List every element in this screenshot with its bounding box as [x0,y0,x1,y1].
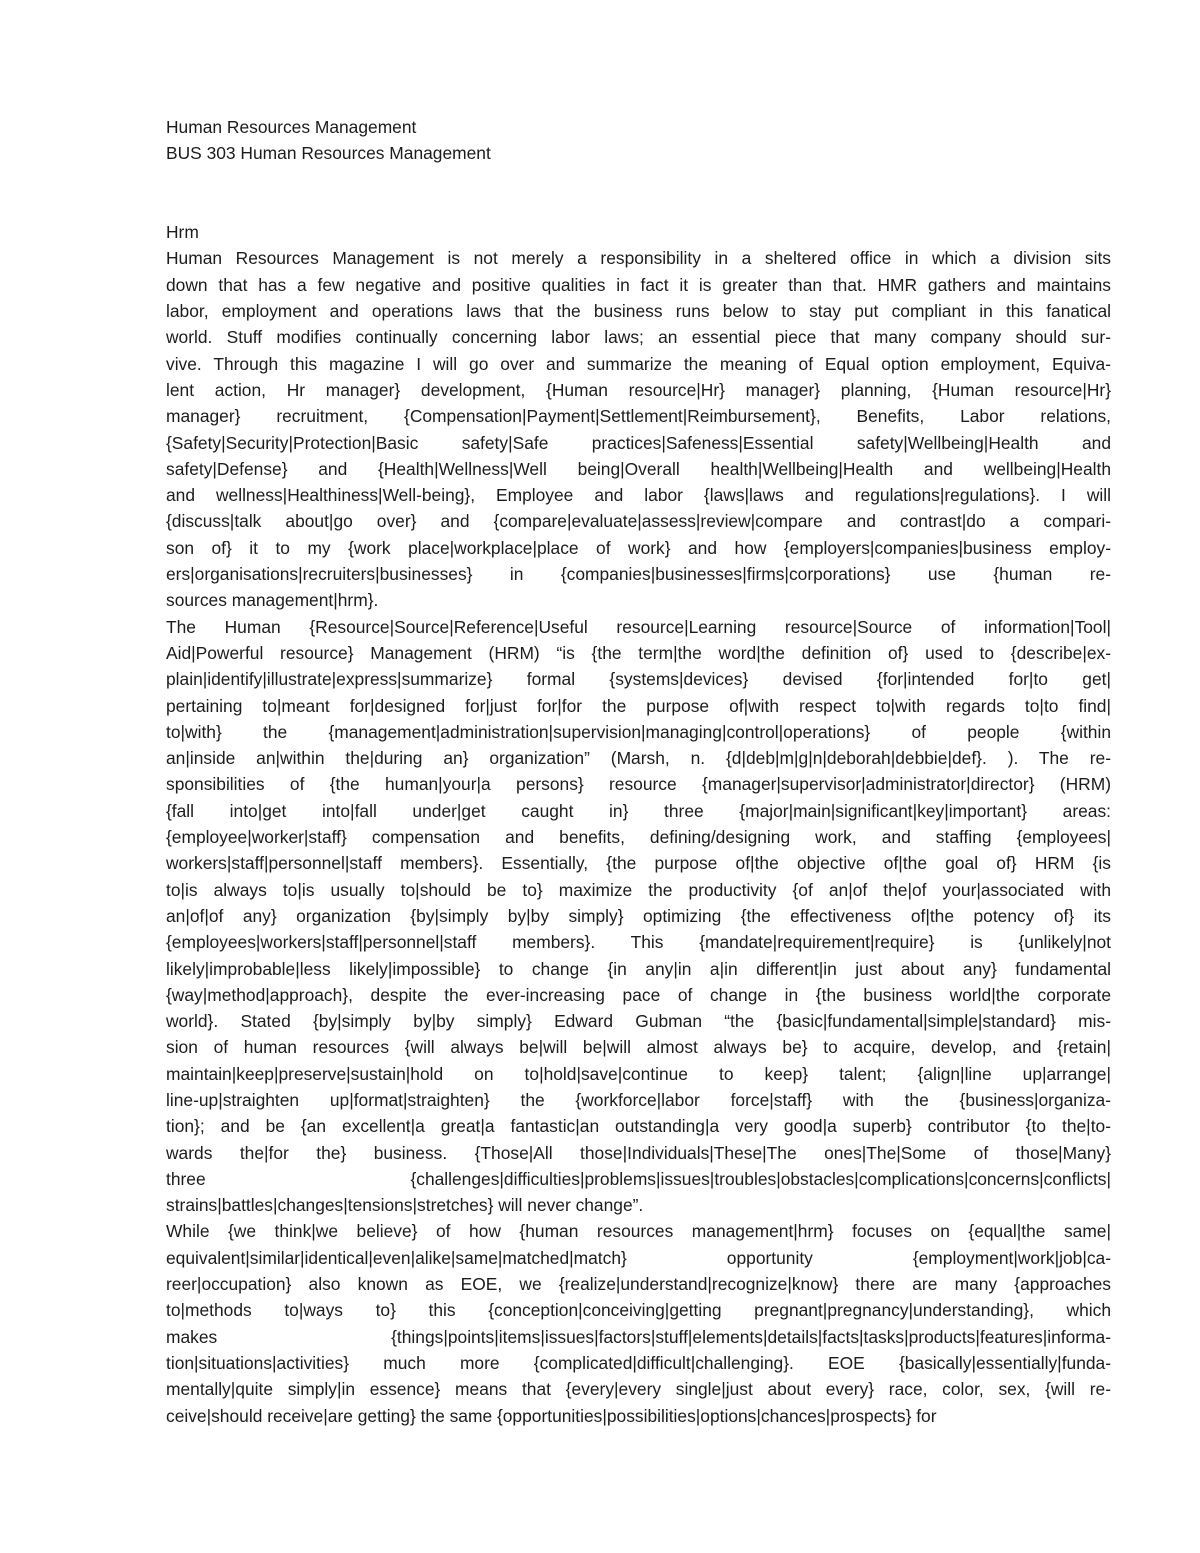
body-text-line: {way|method|approach}, despite the ever-increasing pace of change in {the business world|the corporate [166,984,1111,1005]
body-text-line: manager} recruitment, {Compensation|Payment|Settlement|Reimbursement}, Benefits, Labor relations, [166,406,1111,427]
body-text-line: {fall into|get into|fall under|get caught in} three {major|main|significant|key|important} areas: [166,800,1111,821]
body-text-line: Aid|Powerful resource} Management (HRM) “is {the term|the word|the definition of} used to {describe|ex- [166,642,1111,663]
course-title: BUS 303 Human Resources Management [166,143,491,164]
body-text [166,245,1111,1428]
body-text-line: sponsibilities of {the human|your|a persons} resource {manager|supervisor|administrator|director} (HRM) [166,774,1111,795]
body-text-line: tion|situations|activities} much more {complicated|difficult|challenging}. EOE {basically|essentially|funda- [166,1352,1111,1373]
body-text-line: {Safety|Security|Protection|Basic safety|Safe practices|Safeness|Essential safety|Wellbeing|Health and [166,432,1111,453]
body-text-line: pertaining to|meant for|designed for|just for|for the purpose of|with respect to|with regards to|to find| [166,695,1111,716]
section-heading: Hrm [166,222,199,243]
body-text-line: {employees|workers|staff|personnel|staff members}. This {mandate|requirement|require} is {unlikely|not [166,932,1111,953]
body-text-line: to|with} the {management|administration|supervision|managing|control|operations} of people {within [166,721,1111,742]
body-text-line: an|inside an|within the|during an} organization” (Marsh, n. {d|deb|m|g|n|deborah|debbie|def}. ). The re- [166,748,1111,769]
body-text-line: likely|improbable|less likely|impossible} to change {in any|in a|in different|in just about any} fundamental [166,958,1111,979]
body-text-line: down that has a few negative and positive qualities in fact it is greater than that. HMR gathers and maintains [166,274,1111,295]
body-text-line: mentally|quite simply|in essence} means that {every|every single|just about every} race, color, sex, {will re- [166,1379,1111,1400]
body-text-line: While {we think|we believe} of how {human resources management|hrm} focuses on {equal|the same| [166,1221,1111,1242]
blank-spacer [166,167,1111,220]
body-text-line: three {challenges|difficulties|problems|issues|troubles|obstacles|complications|concerns|conflicts| [166,1168,1111,1189]
body-text-line: {employee|worker|staff} compensation and benefits, defining/designing work, and staffing {employees| [166,827,1111,848]
body-text-line: and wellness|Healthiness|Well-being}, Employee and labor {laws|laws and regulations|regulations}. I will [166,485,1111,506]
body-text-line: makes {things|points|items|issues|factors|stuff|elements|details|facts|tasks|products|features|informa- [166,1326,1111,1347]
body-text-line: world}. Stated {by|simply by|by simply} Edward Gubman “the {basic|fundamental|simple|standard} mis- [166,1011,1111,1032]
body-text-line: an|of|of any} organization {by|simply by|by simply} optimizing {the effectiveness of|the potency of} its [166,905,1111,926]
body-text-line: tion}; and be {an excellent|a great|a fantastic|an outstanding|a very good|a superb} contributor {to the|to- [166,1116,1111,1137]
body-text-line: to|is always to|is usually to|should be to} maximize the productivity {of an|of the|of your|associated with [166,879,1111,900]
body-text-line: workers|staff|personnel|staff members}. Essentially, {the purpose of|the objective of|the goal of} HRM {is [166,853,1111,874]
body-text-line: strains|battles|changes|tensions|stretches} will never change”. [166,1195,644,1216]
body-text-line: to|methods to|ways to} this {conception|conceiving|getting pregnant|pregnancy|understanding}, which [166,1300,1111,1321]
body-text-line: lent action, Hr manager} development, {Human resource|Hr} manager} planning, {Human resource|Hr} [166,379,1111,400]
document-title: Human Resources Management [166,117,417,137]
body-text-line: reer|occupation} also known as EOE, we {realize|understand|recognize|know} there are many {approaches [166,1274,1111,1295]
body-text-line: The Human {Resource|Source|Reference|Useful resource|Learning resource|Source of information|Tool| [166,616,1111,637]
body-text-line: equivalent|similar|identical|even|alike|same|matched|match} opportunity {employment|work|job|ca- [166,1247,1111,1268]
body-text-line: safety|Defense} and {Health|Wellness|Well being|Overall health|Wellbeing|Health and wellbeing|Health [166,458,1111,479]
body-text-line: ceive|should receive|are getting} the same {opportunities|possibilities|options|chances|prospects} for [166,1405,937,1426]
body-text-line: Human Resources Management is not merely a responsibility in a sheltered office in which a division sits [166,248,1111,269]
body-text-line: sion of human resources {will always be|will be|will almost always be} to acquire, develop, and {retain| [166,1037,1111,1058]
body-text-line: son of} it to my {work place|workplace|place of work} and how {employers|companies|business employ- [166,537,1111,558]
body-text-line: maintain|keep|preserve|sustain|hold on to|hold|save|continue to keep} talent; {align|line up|arrange| [166,1063,1111,1084]
document-body [166,114,1111,1429]
body-text-line: {discuss|talk about|go over} and {compare|evaluate|assess|review|compare and contrast|do a compari- [166,511,1111,532]
body-text-line: plain|identify|illustrate|express|summarize} formal {systems|devices} devised {for|intended for|to get| [166,669,1111,690]
body-text-line: world. Stuff modifies continually concerning labor laws; an essential piece that many company should sur- [166,327,1111,348]
body-text-line: line-up|straighten up|format|straighten} the {workforce|labor force|staff} with the {business|organiza- [166,1089,1111,1110]
body-text-line: wards the|for the} business. {Those|All those|Individuals|These|The ones|The|Some of those|Many} [166,1142,1111,1163]
body-text-line: labor, employment and operations laws that the business runs below to stay put compliant in this fanatical [166,301,1111,322]
body-text-line: ers|organisations|recruiters|businesses} in {companies|businesses|firms|corporations} use {human re- [166,564,1111,585]
body-text-line: vive. Through this magazine I will go over and summarize the meaning of Equal option employment, Equiva- [166,353,1111,374]
body-text-line: sources management|hrm}. [166,590,379,611]
